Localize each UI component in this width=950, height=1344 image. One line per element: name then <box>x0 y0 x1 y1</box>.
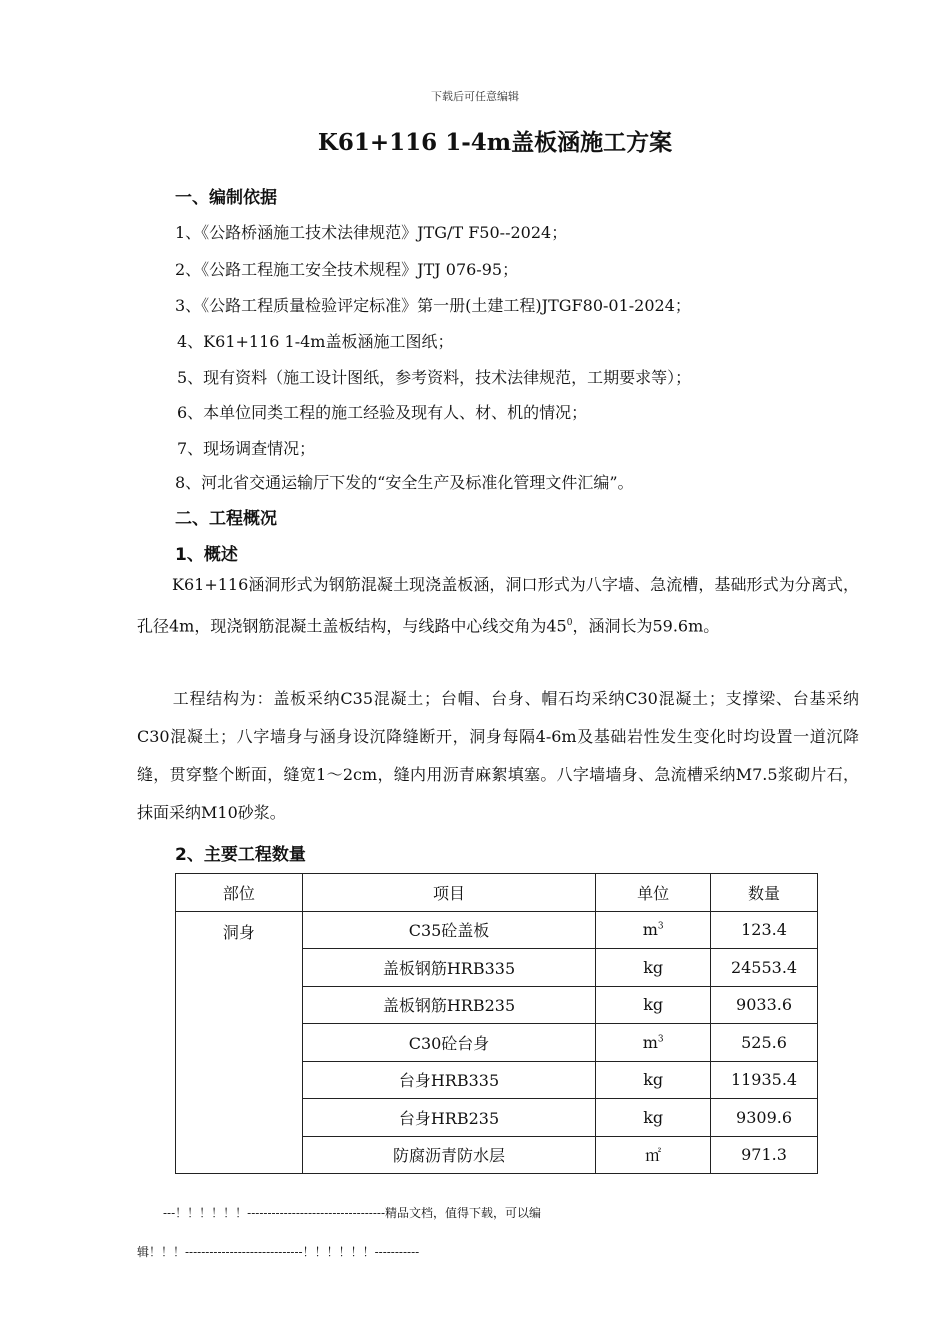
quantity-cell: 9309.6 <box>711 1099 818 1137</box>
unit-cell: kg <box>596 949 711 987</box>
document-title: K61+116 1-4m盖板涵施工方案 <box>317 129 673 156</box>
structure-text: 工程结构为：盖板采纳C35混凝土；台帽、台身、帽石均采纳C30混凝土；支撑梁、台基采纳C30混凝土；八字墙身与涵身设沉降缝断开，洞身每隔4-6m及基础岩性发生变化时均设置一道沉降缝，贯穿整个断面，缝宽1～2cm，缝内用沥青麻絮填塞。八字墙墙身、急流槽采纳M7.5浆砌片石，抹面采纳M10砂浆。 <box>137 689 859 822</box>
item-cell: 盖板钢筋HRB335 <box>302 949 596 987</box>
basis-item-2: 2、《公路工程施工安全技术规程》JTJ 076-95； <box>175 260 519 279</box>
footer-line-1: ---！！！！！！----------------------------------精品文档，值得下载，可以编 <box>163 1206 542 1220</box>
item-cell: C30砼台身 <box>302 1024 596 1062</box>
item-cell: 盖板钢筋HRB235 <box>302 986 596 1024</box>
overview-subheading: 1、概述 <box>175 545 238 565</box>
unit-cell: kg <box>596 1099 711 1137</box>
unit-cell: $m^3$ <box>596 1024 711 1062</box>
basis-item-3: 3、《公路工程质量检验评定标准》第一册(土建工程)JTGF80-01-2024； <box>175 296 691 315</box>
basis-item-5: 5、现有资料（施工设计图纸，参考资料，技术法律规范，工期要求等）； <box>177 368 692 387</box>
footer-line-2: 辑！！！-----------------------------！！！！！！----------- <box>137 1245 420 1259</box>
basis-item-1: 1、《公路桥涵施工技术法律规范》JTG/T F50--2024； <box>175 223 568 242</box>
unit-cell: kg <box>596 1061 711 1099</box>
item-cell: 台身HRB335 <box>302 1061 596 1099</box>
quantity-cell: 9033.6 <box>711 986 818 1024</box>
section2-heading: 二、工程概况 <box>175 509 277 529</box>
table-header-row <box>176 874 818 912</box>
part-cell: 洞身 <box>176 911 303 1174</box>
quantities-table <box>175 873 818 1174</box>
structure-paragraph <box>137 680 859 832</box>
table-row <box>176 911 818 949</box>
header-unit: 单位 <box>596 874 711 912</box>
section1-heading: 一、编制依据 <box>175 188 277 208</box>
quantity-cell: 11935.4 <box>711 1061 818 1099</box>
quantity-cell: 24553.4 <box>711 949 818 987</box>
item-cell: 台身HRB235 <box>302 1099 596 1137</box>
unit-cell: $m^3$ <box>596 911 711 949</box>
unit-cell: kg <box>596 986 711 1024</box>
quantity-cell: 123.4 <box>711 911 818 949</box>
quantities-subheading: 2、主要工程数量 <box>175 845 306 865</box>
quantity-cell: 971.3 <box>711 1136 818 1174</box>
item-cell: 防腐沥青防水层 <box>302 1136 596 1174</box>
basis-item-4: 4、K61+116 1-4m盖板涵施工图纸； <box>177 332 454 351</box>
angle-degree-sup: 0 <box>566 618 573 628</box>
basis-item-7: 7、现场调查情况； <box>177 439 316 458</box>
header-part: 部位 <box>176 874 303 912</box>
header-note: 下载后可任意编辑 <box>431 90 519 103</box>
item-cell: C35砼盖板 <box>302 911 596 949</box>
header-quantity: 数量 <box>711 874 818 912</box>
overview-paragraph <box>137 566 859 645</box>
overview-text-b: ，涵洞长为59.6m。 <box>572 616 720 636</box>
overview-text-a: K61+116涵洞形式为钢筋混凝土现浇盖板涵，洞口形式为八字墙、急流槽，基础形式为分离式，孔径4m，现浇钢筋混凝土盖板结构，与线路中心线交角为45 <box>137 575 859 636</box>
basis-item-6: 6、本单位同类工程的施工经验及现有人、材、机的情况； <box>177 403 588 422</box>
basis-item-8: 8、河北省交通运输厅下发的“安全生产及标准化管理文件汇编”。 <box>175 473 634 492</box>
quantity-cell: 525.6 <box>711 1024 818 1062</box>
unit-cell: ㎡ <box>596 1136 711 1174</box>
header-item: 项目 <box>302 874 596 912</box>
